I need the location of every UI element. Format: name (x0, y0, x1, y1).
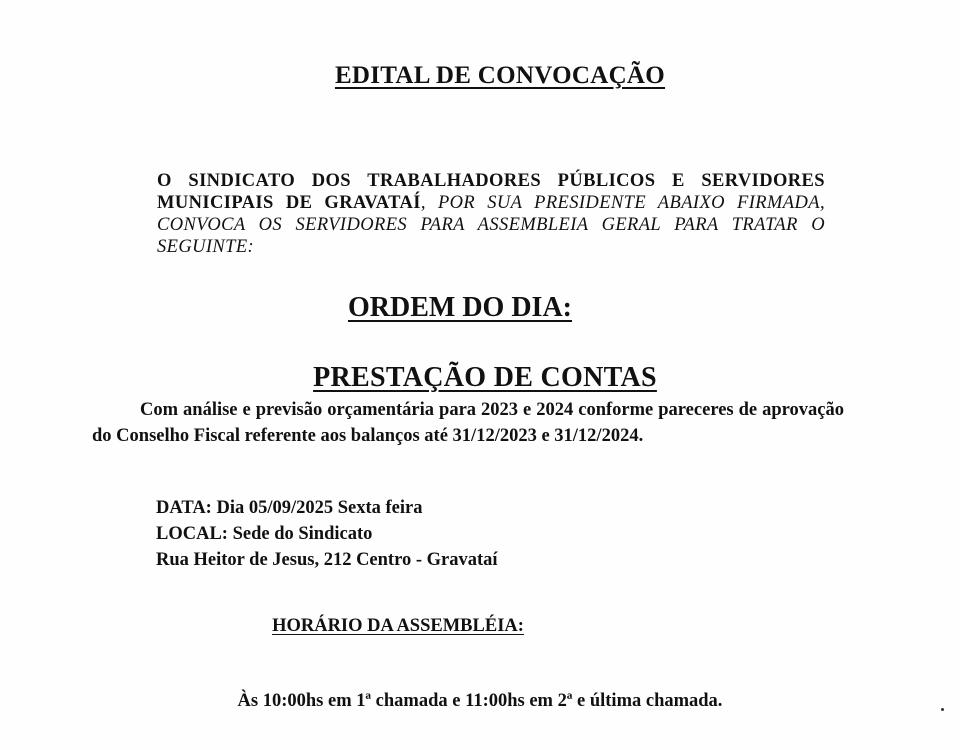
topic-heading: PRESTAÇÃO DE CONTAS (313, 362, 657, 393)
convocation-intro-paragraph (157, 170, 825, 258)
topic-description: Com análise e previsão orçamentária para 2023 e 2024 conforme pareceres de aprovação do Conselho Fiscal referente aos balanços até 31/12/2023 e 31/12/2024. (92, 400, 844, 446)
intro-union-name: O SINDICATO DOS TRABALHADORES PÚBLICOS E SERVIDORES MUNICIPAIS DE GRAVATAÍ (157, 171, 825, 213)
meeting-date: DATA: Dia 05/09/2025 Sexta feira (156, 498, 423, 518)
schedule-heading: HORÁRIO DA ASSEMBLÉIA: (272, 616, 524, 636)
document-title: EDITAL DE CONVOCAÇÃO (334, 62, 666, 89)
intro-convocation-text: , POR SUA PRESIDENTE ABAIXO FIRMADA, CONVOCA OS SERVIDORES PARA ASSEMBLEIA GERAL PARA TRATAR O SEGUINTE: (157, 193, 825, 257)
schedule-text: Às 10:00hs em 1ª chamada e 11:00hs em 2ª e última chamada. (237, 691, 723, 711)
agenda-heading: ORDEM DO DIA: (348, 292, 572, 323)
scan-speck (941, 708, 944, 711)
meeting-location: LOCAL: Sede do Sindicato (156, 524, 373, 544)
meeting-address: Rua Heitor de Jesus, 212 Centro - Gravataí (156, 550, 498, 570)
